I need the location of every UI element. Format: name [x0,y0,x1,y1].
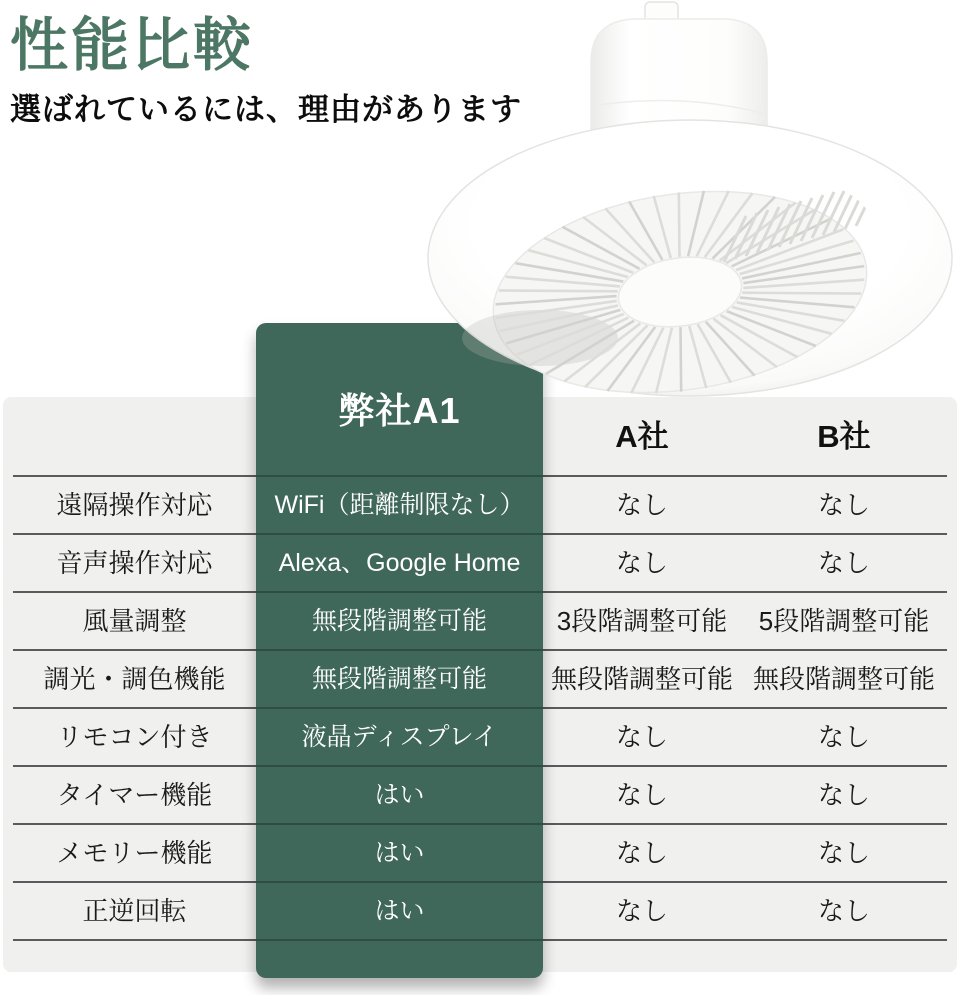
our-value: 液晶ディスプレイ [256,709,543,767]
page-subtitle: 選ばれているには、理由があります [10,91,522,127]
company-a-value: なし [615,896,668,926]
our-value: 無段階調整可能 [256,651,543,709]
our-column-header: 弊社A1 [256,323,543,477]
company-b-value: なし [817,780,870,810]
company-b-value: なし [817,722,870,752]
our-value: WiFi（距離制限なし） [256,477,543,535]
our-column-footer [256,941,543,978]
row-label: メモリー機能 [56,838,213,868]
company-a-value: なし [615,838,668,868]
company-b-value: なし [817,896,870,926]
company-a-value: 3段階調整可能 [556,606,728,636]
company-a-value: なし [615,722,668,752]
our-value: はい [256,767,543,825]
our-value: Alexa、Google Home [256,535,543,593]
row-label: タイマー機能 [56,780,213,810]
company-a-value: なし [615,548,668,578]
row-label: 調光・調色機能 [43,664,226,694]
company-b-value: なし [817,838,870,868]
row-label: 正逆回転 [82,896,187,926]
ceiling-fan-light-photo [380,0,967,400]
company-b-value: なし [817,548,870,578]
company-b-value: 無段階調整可能 [752,664,935,694]
company-b-value: なし [817,490,870,520]
company-a-value: なし [615,780,668,810]
our-product-column [256,323,543,978]
company-a-value: 無段階調整可能 [550,664,733,694]
company-a-value: なし [615,490,668,520]
header-company-a: A社 [615,418,669,454]
page-title: 性能比較 [10,13,255,78]
row-label: 風量調整 [82,606,187,636]
company-b-value: 5段階調整可能 [758,606,930,636]
our-value: はい [256,825,543,883]
row-label: リモコン付き [56,722,213,752]
our-value: 無段階調整可能 [256,593,543,651]
our-value: はい [256,883,543,941]
row-label: 遠隔操作対応 [56,490,213,520]
row-label: 音声操作対応 [56,548,213,578]
header-company-b: B社 [817,418,871,454]
